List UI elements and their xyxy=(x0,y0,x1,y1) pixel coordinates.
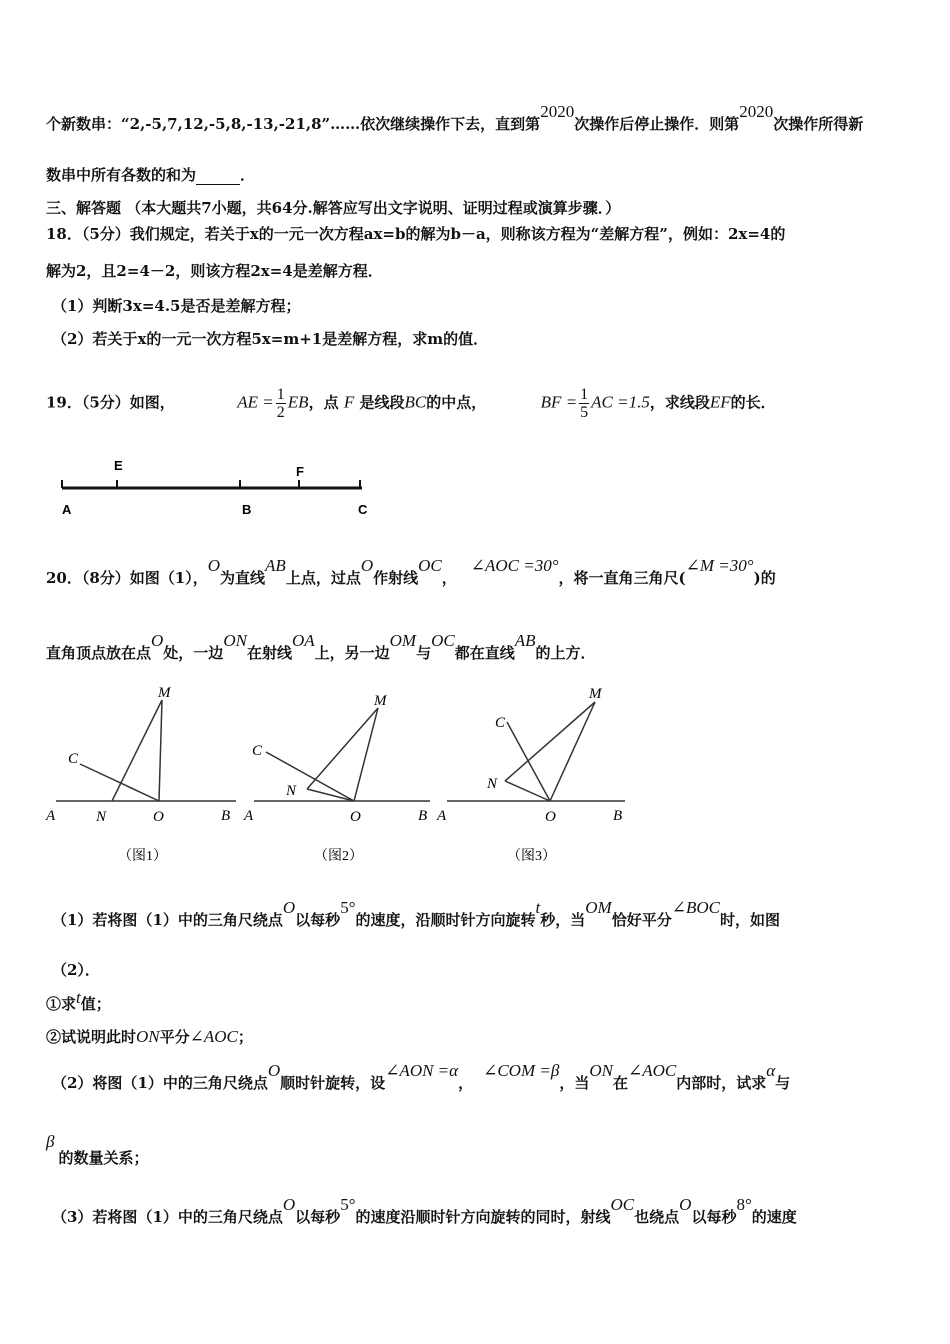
text: （3）若将图（1）中的三角尺绕点 xyxy=(52,1208,283,1226)
q19-mid1: ，点 xyxy=(308,393,339,412)
q20-text-b: 为直线 xyxy=(220,569,266,587)
text: 恰好平分 xyxy=(611,911,672,929)
math-angle-boc: ∠BOC xyxy=(671,898,720,917)
text: ②试说明此时 xyxy=(46,1028,137,1046)
q19-f: F xyxy=(343,392,355,412)
q20-text-f: )的 xyxy=(753,569,776,587)
frac-numerator: 1 xyxy=(276,386,285,403)
text: 平分 xyxy=(159,1028,190,1046)
q20-text-d: 作射线 xyxy=(373,569,419,587)
q20-text-e: ，将一直角三角尺( xyxy=(558,569,686,587)
q20-comma: ， xyxy=(441,569,457,587)
label-c: C xyxy=(495,715,506,731)
q20-o: O xyxy=(360,556,374,575)
frac-numerator: 1 xyxy=(580,386,589,403)
edge-nm xyxy=(505,702,595,781)
q20-part1-end: （2）． xyxy=(52,961,100,979)
q20-sub1 xyxy=(46,988,111,1014)
q19-ef: EF xyxy=(709,392,731,412)
label-o: O xyxy=(153,809,164,825)
answer-blank[interactable] xyxy=(196,170,240,185)
text: 的速度，沿顺时针方向旋转 xyxy=(355,911,536,929)
ray-om xyxy=(550,702,595,801)
text: 以每秒 xyxy=(295,1208,341,1226)
text: 值； xyxy=(80,995,111,1013)
q19-ac: AC =1.5 xyxy=(591,392,650,412)
q20-om: OM xyxy=(389,631,417,650)
q19-mid4: ，求线段 xyxy=(649,393,710,412)
text: 内部时，试求 xyxy=(676,1074,767,1092)
label-a: A xyxy=(244,808,254,824)
math-t: t xyxy=(535,898,541,917)
label-a: A xyxy=(46,808,56,824)
math-angle-aon: ∠AON =α xyxy=(385,1061,459,1080)
label-b: B xyxy=(613,808,623,824)
q17-text-c: 次操作所得新 xyxy=(773,115,864,133)
text: 的速度沿顺时针方向旋转的同时，射线 xyxy=(355,1208,611,1226)
q20-text-j: 上，另一边 xyxy=(314,644,390,662)
q18-part2: （2）若关于x的一元一次方程5x=m+1是差解方程，求m的值． xyxy=(52,330,489,348)
q20-angle-aoc: ∠AOC =30° xyxy=(470,556,559,575)
q17-line2 xyxy=(46,165,255,185)
q20-sub2 xyxy=(46,1027,253,1047)
q17-text-a: 个新数串：“2,-5,7,12,-5,8,-13,-21,8”……依次继续操作下去，直到第 xyxy=(46,115,541,133)
math-oc: OC xyxy=(610,1195,635,1214)
text: ； xyxy=(237,1028,253,1046)
text: 在 xyxy=(612,1074,628,1092)
math-5deg: 5° xyxy=(340,1195,356,1214)
q20-figure-1 xyxy=(40,680,240,870)
q19-end: 的长． xyxy=(730,393,776,412)
q19-bc: BC xyxy=(404,392,427,412)
q20-part3 xyxy=(52,1195,797,1227)
text: （2）将图（1）中的三角尺绕点 xyxy=(52,1074,268,1092)
text: 的速度 xyxy=(751,1208,797,1226)
frac-denominator: 5 xyxy=(580,404,589,421)
math-om: OM xyxy=(585,898,612,917)
ray-oc xyxy=(80,764,159,801)
q20-ab: AB xyxy=(514,631,536,650)
label-c: C xyxy=(358,502,368,517)
edge-on xyxy=(505,781,550,801)
q19-bf: BF = xyxy=(540,392,578,412)
q17-line1 xyxy=(46,102,864,134)
edge-nm xyxy=(112,700,162,801)
figure-caption: （图1） xyxy=(118,849,167,864)
label-n: N xyxy=(96,809,107,825)
q20-figure-2 xyxy=(240,680,440,870)
label-c: C xyxy=(68,751,79,767)
math-o: O xyxy=(679,1195,692,1214)
q20-text-l: 都在直线 xyxy=(454,644,515,662)
label-b: B xyxy=(418,808,428,824)
q20-text-g: 直角顶点放在点 xyxy=(46,644,152,662)
q19-mid3: 的中点， xyxy=(426,393,487,412)
math-beta: β xyxy=(46,1132,55,1151)
label-m: M xyxy=(158,685,171,701)
q17-text-b: 次操作后停止操作．则第 xyxy=(574,115,740,133)
math-on: ON xyxy=(136,1027,160,1046)
q20-ab: AB xyxy=(265,556,286,575)
q20-part2 xyxy=(52,1061,791,1093)
label-o: O xyxy=(350,809,361,825)
label-o: O xyxy=(545,809,556,825)
label-f: F xyxy=(296,464,304,479)
math-o: O xyxy=(282,1195,296,1214)
q20-text-h: 处，一边 xyxy=(163,644,224,662)
q20-oc: OC xyxy=(431,631,455,650)
math-angle-aoc: ∠AOC xyxy=(189,1027,238,1046)
math-alpha: α xyxy=(766,1061,776,1080)
text: 以每秒 xyxy=(295,911,341,929)
label-n: N xyxy=(286,783,297,799)
text: 以每秒 xyxy=(691,1208,737,1226)
text: ，当 xyxy=(559,1074,590,1092)
q20-o: O xyxy=(151,631,164,650)
q19-ae: AE = xyxy=(237,392,274,412)
text: 也绕点 xyxy=(634,1208,680,1226)
q20-text-k: 与 xyxy=(416,644,432,662)
q20-figure-3 xyxy=(435,680,635,870)
label-b: B xyxy=(221,808,231,824)
text: 时，如图 xyxy=(719,911,780,929)
figure-caption: （图3） xyxy=(507,849,556,864)
figure-caption: （图2） xyxy=(314,849,363,864)
text: ①求 xyxy=(46,995,77,1013)
q19-eb: EB xyxy=(287,392,309,412)
q19-fraction-fifth xyxy=(579,386,589,421)
q18-part1: （1）判断3x=4.5是否是差解方程； xyxy=(52,297,301,315)
q19-segment-figure xyxy=(50,450,380,525)
math-8deg: 8° xyxy=(736,1195,752,1214)
edge-on xyxy=(307,789,354,801)
frac-denominator: 2 xyxy=(276,404,285,421)
math-5deg: 5° xyxy=(340,898,356,917)
q20-on: ON xyxy=(223,631,247,650)
label-a: A xyxy=(437,808,447,824)
ray-oc xyxy=(266,752,354,801)
math-t: t xyxy=(76,988,81,1007)
q20-text-i: 在射线 xyxy=(246,644,292,662)
label-m: M xyxy=(589,686,602,702)
q18-line2: 解为2，且2=4－2，则该方程2x=4是差解方程． xyxy=(46,262,383,280)
math-o: O xyxy=(267,1061,281,1080)
ray-oc xyxy=(507,722,550,801)
q20-angle-m: ∠M =30° xyxy=(685,556,754,575)
math-angle-aoc: ∠AOC xyxy=(627,1061,677,1080)
label-a: A xyxy=(62,502,72,517)
q20-part1 xyxy=(52,898,780,930)
math-o: O xyxy=(282,898,296,917)
text: ， xyxy=(458,1074,474,1092)
q17-text-e: ． xyxy=(240,166,256,184)
q20-line2 xyxy=(46,631,596,663)
text: 的数量关系； xyxy=(58,1149,149,1167)
q20-oa: OA xyxy=(291,631,315,650)
label-m: M xyxy=(374,693,387,709)
label-e: E xyxy=(114,458,123,473)
text: 秒，当 xyxy=(540,911,586,929)
q19-mid2: 是线段 xyxy=(359,393,405,412)
text: 与 xyxy=(775,1074,791,1092)
q20-text-m: 的上方． xyxy=(535,644,596,662)
label-n: N xyxy=(487,776,498,792)
label-b: B xyxy=(242,502,252,517)
q20-text-c: 上点，过点 xyxy=(285,569,361,587)
q19-fraction-half xyxy=(276,386,286,421)
q19-line xyxy=(46,386,776,421)
math-angle-com: ∠COM =β xyxy=(483,1061,560,1080)
math-on: ON xyxy=(589,1061,613,1080)
label-c: C xyxy=(252,743,263,759)
q19-prefix: 19．（5分）如图， xyxy=(46,393,175,412)
q20-part2-end xyxy=(46,1132,149,1168)
q17-number-2020-a: 2020 xyxy=(540,102,575,121)
q20-oc: OC xyxy=(418,556,442,575)
q18-line1: 18．（5分）我们规定，若关于x的一元一次方程ax=b的解为b－a，则称该方程为“差解方程”，例如：2x=4的 xyxy=(46,225,786,243)
q17-text-d: 数串中所有各数的和为 xyxy=(46,166,197,184)
q20-text-a: 20．（8分）如图（1）， xyxy=(46,569,208,587)
q20-o: O xyxy=(207,556,221,575)
q20-line1 xyxy=(46,556,776,588)
text: （1）若将图（1）中的三角尺绕点 xyxy=(52,911,283,929)
section-heading: 三、解答题 （本大题共7小题，共64分.解答应写出文字说明、证明过程或演算步骤．） xyxy=(46,199,621,217)
text: 顺时针旋转，设 xyxy=(280,1074,386,1092)
q17-number-2020-b: 2020 xyxy=(739,102,774,121)
ray-om xyxy=(159,700,162,801)
